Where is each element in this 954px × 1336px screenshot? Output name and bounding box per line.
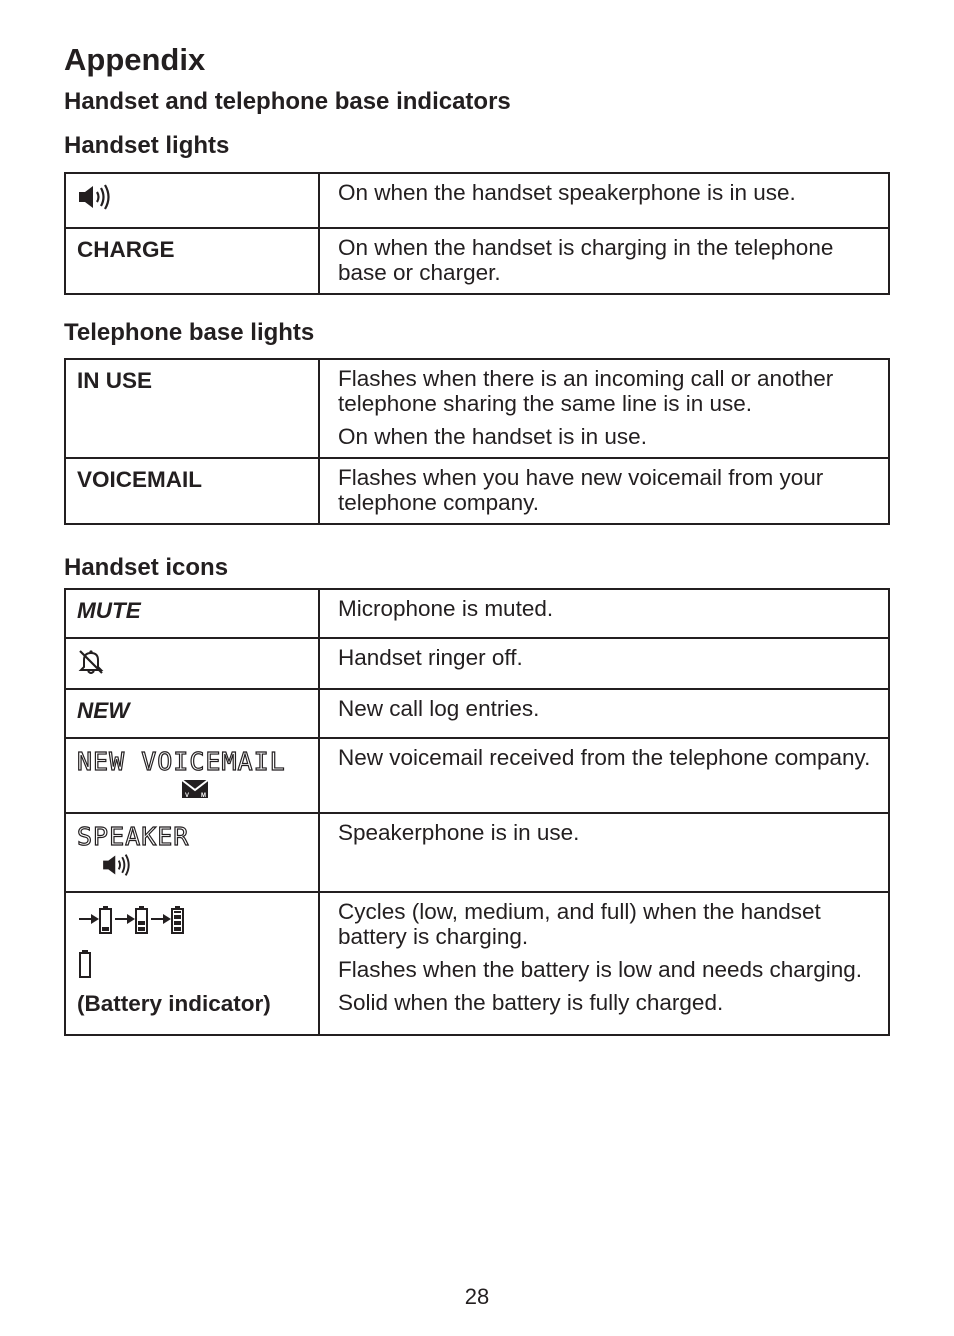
description-text: Flashes when the battery is low and needs charging. [338,957,863,982]
description-text: Speakerphone is in use. [338,820,580,845]
indicator-label: IN USE [65,359,319,458]
lcd-speaker-label: SPEAKER [77,822,190,851]
table-row [65,689,889,738]
description-cell [319,589,889,638]
description-text: Microphone is muted. [338,596,554,621]
indicator-cell [65,738,319,813]
indicator-cell [65,813,319,892]
description-text: On when the handset is in use. [338,424,647,449]
ringer-off-icon [77,647,308,680]
battery-empty-icon [77,948,308,983]
battery-cycle-icon [77,903,308,942]
table-row [65,589,889,638]
indicator-label: CHARGE [65,228,319,294]
indicator-cell [65,638,319,689]
description-cell [319,892,889,1035]
battery-indicator-label: (Battery indicator) [77,991,271,1016]
description-text: New call log entries. [338,696,540,721]
description-text: Solid when the battery is fully charged. [338,990,724,1015]
svg-text:V: V [185,793,190,799]
indicator-label: VOICEMAIL [65,458,319,524]
base-lights-heading: Telephone base lights [64,319,315,346]
table-row [65,638,889,689]
description-text: On when the handset speakerphone is in use. [338,180,796,205]
speakerphone-icon [77,182,308,217]
description-cell [319,689,889,738]
description-cell [319,638,889,689]
table-row [65,738,889,813]
description-cell [319,738,889,813]
description-cell [319,458,889,524]
handset-lights-heading: Handset lights [64,132,230,159]
page-number: 28 [464,1284,490,1309]
base-lights-table [64,358,890,525]
description-text: Flashes when you have new voicemail from your telephone company. [338,465,824,515]
table-row [65,892,889,1035]
description-text: On when the handset is charging in the telephone base or charger. [338,235,834,285]
description-text: Flashes when there is an incoming call or another telephone sharing the same line is in use. [338,366,834,416]
description-text: Cycles (low, medium, and full) when the handset battery is charging. [338,899,821,949]
indicator-label: MUTE [65,589,319,638]
description-text: New voicemail received from the telephone company. [338,745,871,770]
table-row [65,458,889,524]
page-content [64,40,890,1036]
page-title: Appendix [64,42,206,77]
description-cell [319,359,889,458]
table-row [65,173,889,228]
handset-lights-table [64,172,890,295]
lcd-new-voicemail-label: NEW VOICEMAIL [77,747,286,776]
table-row [65,359,889,458]
description-cell [319,173,889,228]
voicemail-envelope-icon [77,779,308,804]
description-cell [319,228,889,294]
description-cell [319,813,889,892]
section-title: Handset and telephone base indicators [64,88,511,115]
indicator-cell [65,173,319,228]
handset-icons-table [64,588,890,1036]
handset-icons-heading: Handset icons [64,554,229,581]
speakerphone-icon [77,852,308,883]
svg-text:M: M [201,793,206,799]
indicator-label: NEW [65,689,319,738]
indicator-cell [65,892,319,1035]
table-row [65,813,889,892]
description-text: Handset ringer off. [338,645,523,670]
table-row [65,228,889,294]
